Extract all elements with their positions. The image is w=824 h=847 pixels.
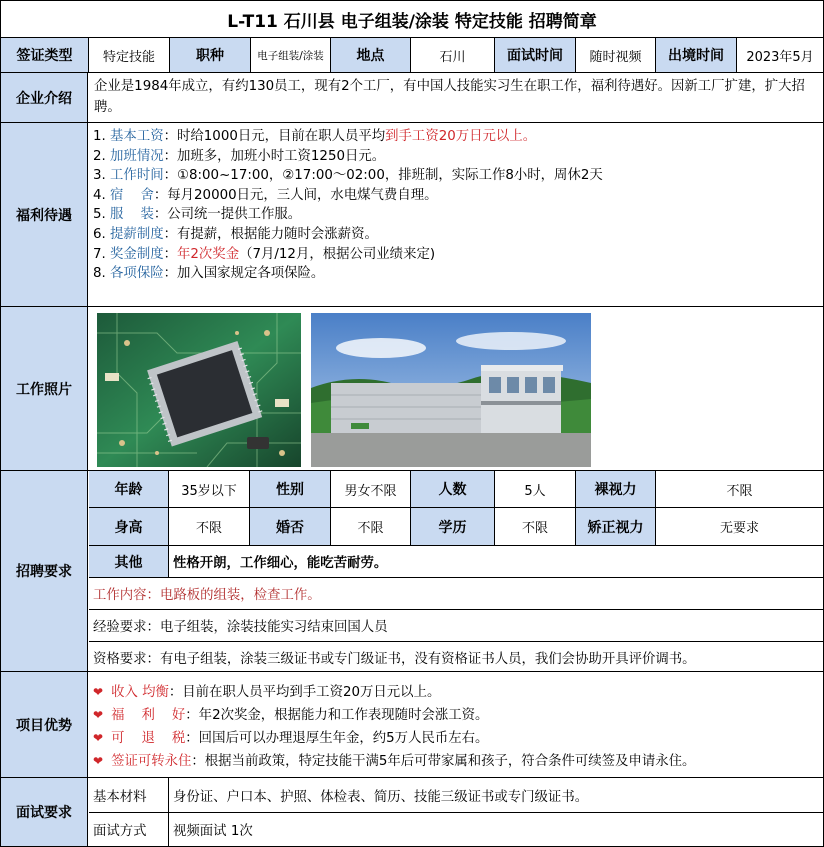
departure-time-label: 出境时间 xyxy=(656,38,737,72)
naked-vision-value: 不限 xyxy=(726,483,753,499)
interview-label: 面试要求 xyxy=(1,778,88,846)
headcount-label: 人数 xyxy=(411,471,495,507)
materials-label: 基本材料 xyxy=(89,778,169,812)
marriage-label: 婚否 xyxy=(250,508,331,545)
advantage-item: ❤ 收入 均衡：目前在职人员平均到手工资20万日元以上。 xyxy=(93,685,441,700)
departure-time-value: 2023年5月 xyxy=(746,49,814,65)
gender-label: 性别 xyxy=(250,471,331,507)
headcount-value: 5人 xyxy=(495,471,576,507)
education-label: 学历 xyxy=(411,508,495,545)
qualification-text: 资格要求：有电子组装，涂装三级证书或专门级证书，没有资格证书人员，我们会协助开具评价调书。 xyxy=(93,651,696,667)
gender-value: 男女不限 xyxy=(331,471,411,507)
naked-vision-label: 裸视力 xyxy=(576,471,656,507)
welfare-item: 1. 基本工资：时给1000日元，目前在职人员平均到手工资20万日元以上。 xyxy=(93,129,537,144)
requirements-area xyxy=(89,471,823,671)
advantages-label: 项目优势 xyxy=(1,672,88,777)
corrected-vision-value: 无要求 xyxy=(719,521,759,536)
company-section xyxy=(1,73,823,123)
title-text: L-T11 石川县 电子组装/涂装 特定技能 招聘简章 xyxy=(227,11,597,32)
experience-text: 经验要求：电子组装，涂装技能实习结束回国人员 xyxy=(93,620,388,635)
materials-row xyxy=(89,778,823,813)
other-value: 性格开朗，工作细心，能吃苦耐劳。 xyxy=(173,556,388,571)
requirements-section xyxy=(1,471,823,672)
welfare-list xyxy=(89,123,823,306)
advantage-item: ❤ 签证可转永住：根据当前政策，特定技能干满5年后可带家属和孩子，符合条件可续签及申请永住。 xyxy=(93,754,696,769)
photos-area xyxy=(89,307,823,470)
height-value: 不限 xyxy=(169,508,250,545)
photos-label: 工作照片 xyxy=(1,307,88,470)
heart-icon: ❤ xyxy=(93,731,104,745)
req-row-2 xyxy=(89,508,823,546)
job-type-label: 职种 xyxy=(170,38,251,72)
company-label: 企业介绍 xyxy=(1,73,88,122)
heart-icon: ❤ xyxy=(93,754,104,768)
location-value: 石川 xyxy=(411,38,495,72)
materials-value: 身份证、户口本、护照、体检表、简历、技能三级证书或专门级证书。 xyxy=(173,789,589,805)
visa-type-label: 签证类型 xyxy=(1,38,89,72)
interview-time-label: 面试时间 xyxy=(495,38,576,72)
welfare-item: 4. 宿 舍：每月20000日元，三人间，水电煤气费自理。 xyxy=(93,187,438,203)
other-label: 其他 xyxy=(89,546,169,577)
visa-type-value: 特定技能 xyxy=(89,38,170,72)
req-row-qualification xyxy=(89,642,823,672)
welfare-label: 福利待遇 xyxy=(1,123,88,306)
education-value: 不限 xyxy=(495,508,576,545)
heart-icon: ❤ xyxy=(93,685,104,699)
advantages-list xyxy=(89,672,823,777)
req-row-experience xyxy=(89,610,823,642)
welfare-item: 7. 奖金制度：年2次奖金（7月/12月，根据公司业绩来定) xyxy=(93,246,436,262)
method-label: 面试方式 xyxy=(89,813,169,846)
req-row-job-content xyxy=(89,578,823,610)
job-content-text: 工作内容：电路板的组装，检查工作。 xyxy=(93,588,321,603)
info-row xyxy=(1,38,823,73)
req-row-1 xyxy=(89,471,823,508)
welfare-item: 2. 加班情况：加班多，加班小时工资1250日元。 xyxy=(93,148,386,164)
interview-time-value: 随时视频 xyxy=(576,38,656,72)
page-title xyxy=(1,1,823,38)
welfare-item: 5. 服 装：公司统一提供工作服。 xyxy=(93,207,302,223)
welfare-item: 8. 各项保险：加入国家规定各项保险。 xyxy=(93,266,325,282)
req-row-other xyxy=(89,546,823,578)
age-value: 35岁以下 xyxy=(169,471,250,507)
method-row xyxy=(89,813,823,846)
factory-building-photo xyxy=(311,313,591,467)
method-value: 视频面试 1次 xyxy=(173,824,253,839)
company-text: 企业是1984年成立，有约130员工，现有2个工厂，有中国人技能实习生在职工作，福利待遇好。因新工厂扩建，扩大招聘。 xyxy=(94,79,805,115)
requirements-label: 招聘要求 xyxy=(1,471,88,671)
location-label: 地点 xyxy=(331,38,411,72)
photos-section xyxy=(1,307,823,471)
corrected-vision-label: 矫正视力 xyxy=(576,508,656,545)
welfare-item: 6. 提薪制度：有提薪，根据能力随时会涨薪资。 xyxy=(93,226,378,242)
interview-area xyxy=(89,778,823,846)
marriage-value: 不限 xyxy=(331,508,411,545)
advantage-item: ❤ 福 利 好：年2次奖金，根据能力和工作表现随时会涨工资。 xyxy=(93,708,489,723)
age-label: 年龄 xyxy=(89,471,169,507)
welfare-item: 3. 工作时间：①8:00~17:00，②17:00～02:00，排班制，实际工作8小时，周休2天 xyxy=(93,168,603,184)
job-type-value: 电子组装/涂装 xyxy=(251,38,331,72)
interview-section xyxy=(1,778,823,846)
advantages-section xyxy=(1,672,823,778)
welfare-section xyxy=(1,123,823,307)
advantage-item: ❤ 可 退 税：回国后可以办理退厚生年金，约5万人民币左右。 xyxy=(93,731,489,746)
height-label: 身高 xyxy=(89,508,169,545)
heart-icon: ❤ xyxy=(93,708,104,722)
circuit-board-photo xyxy=(97,313,301,467)
